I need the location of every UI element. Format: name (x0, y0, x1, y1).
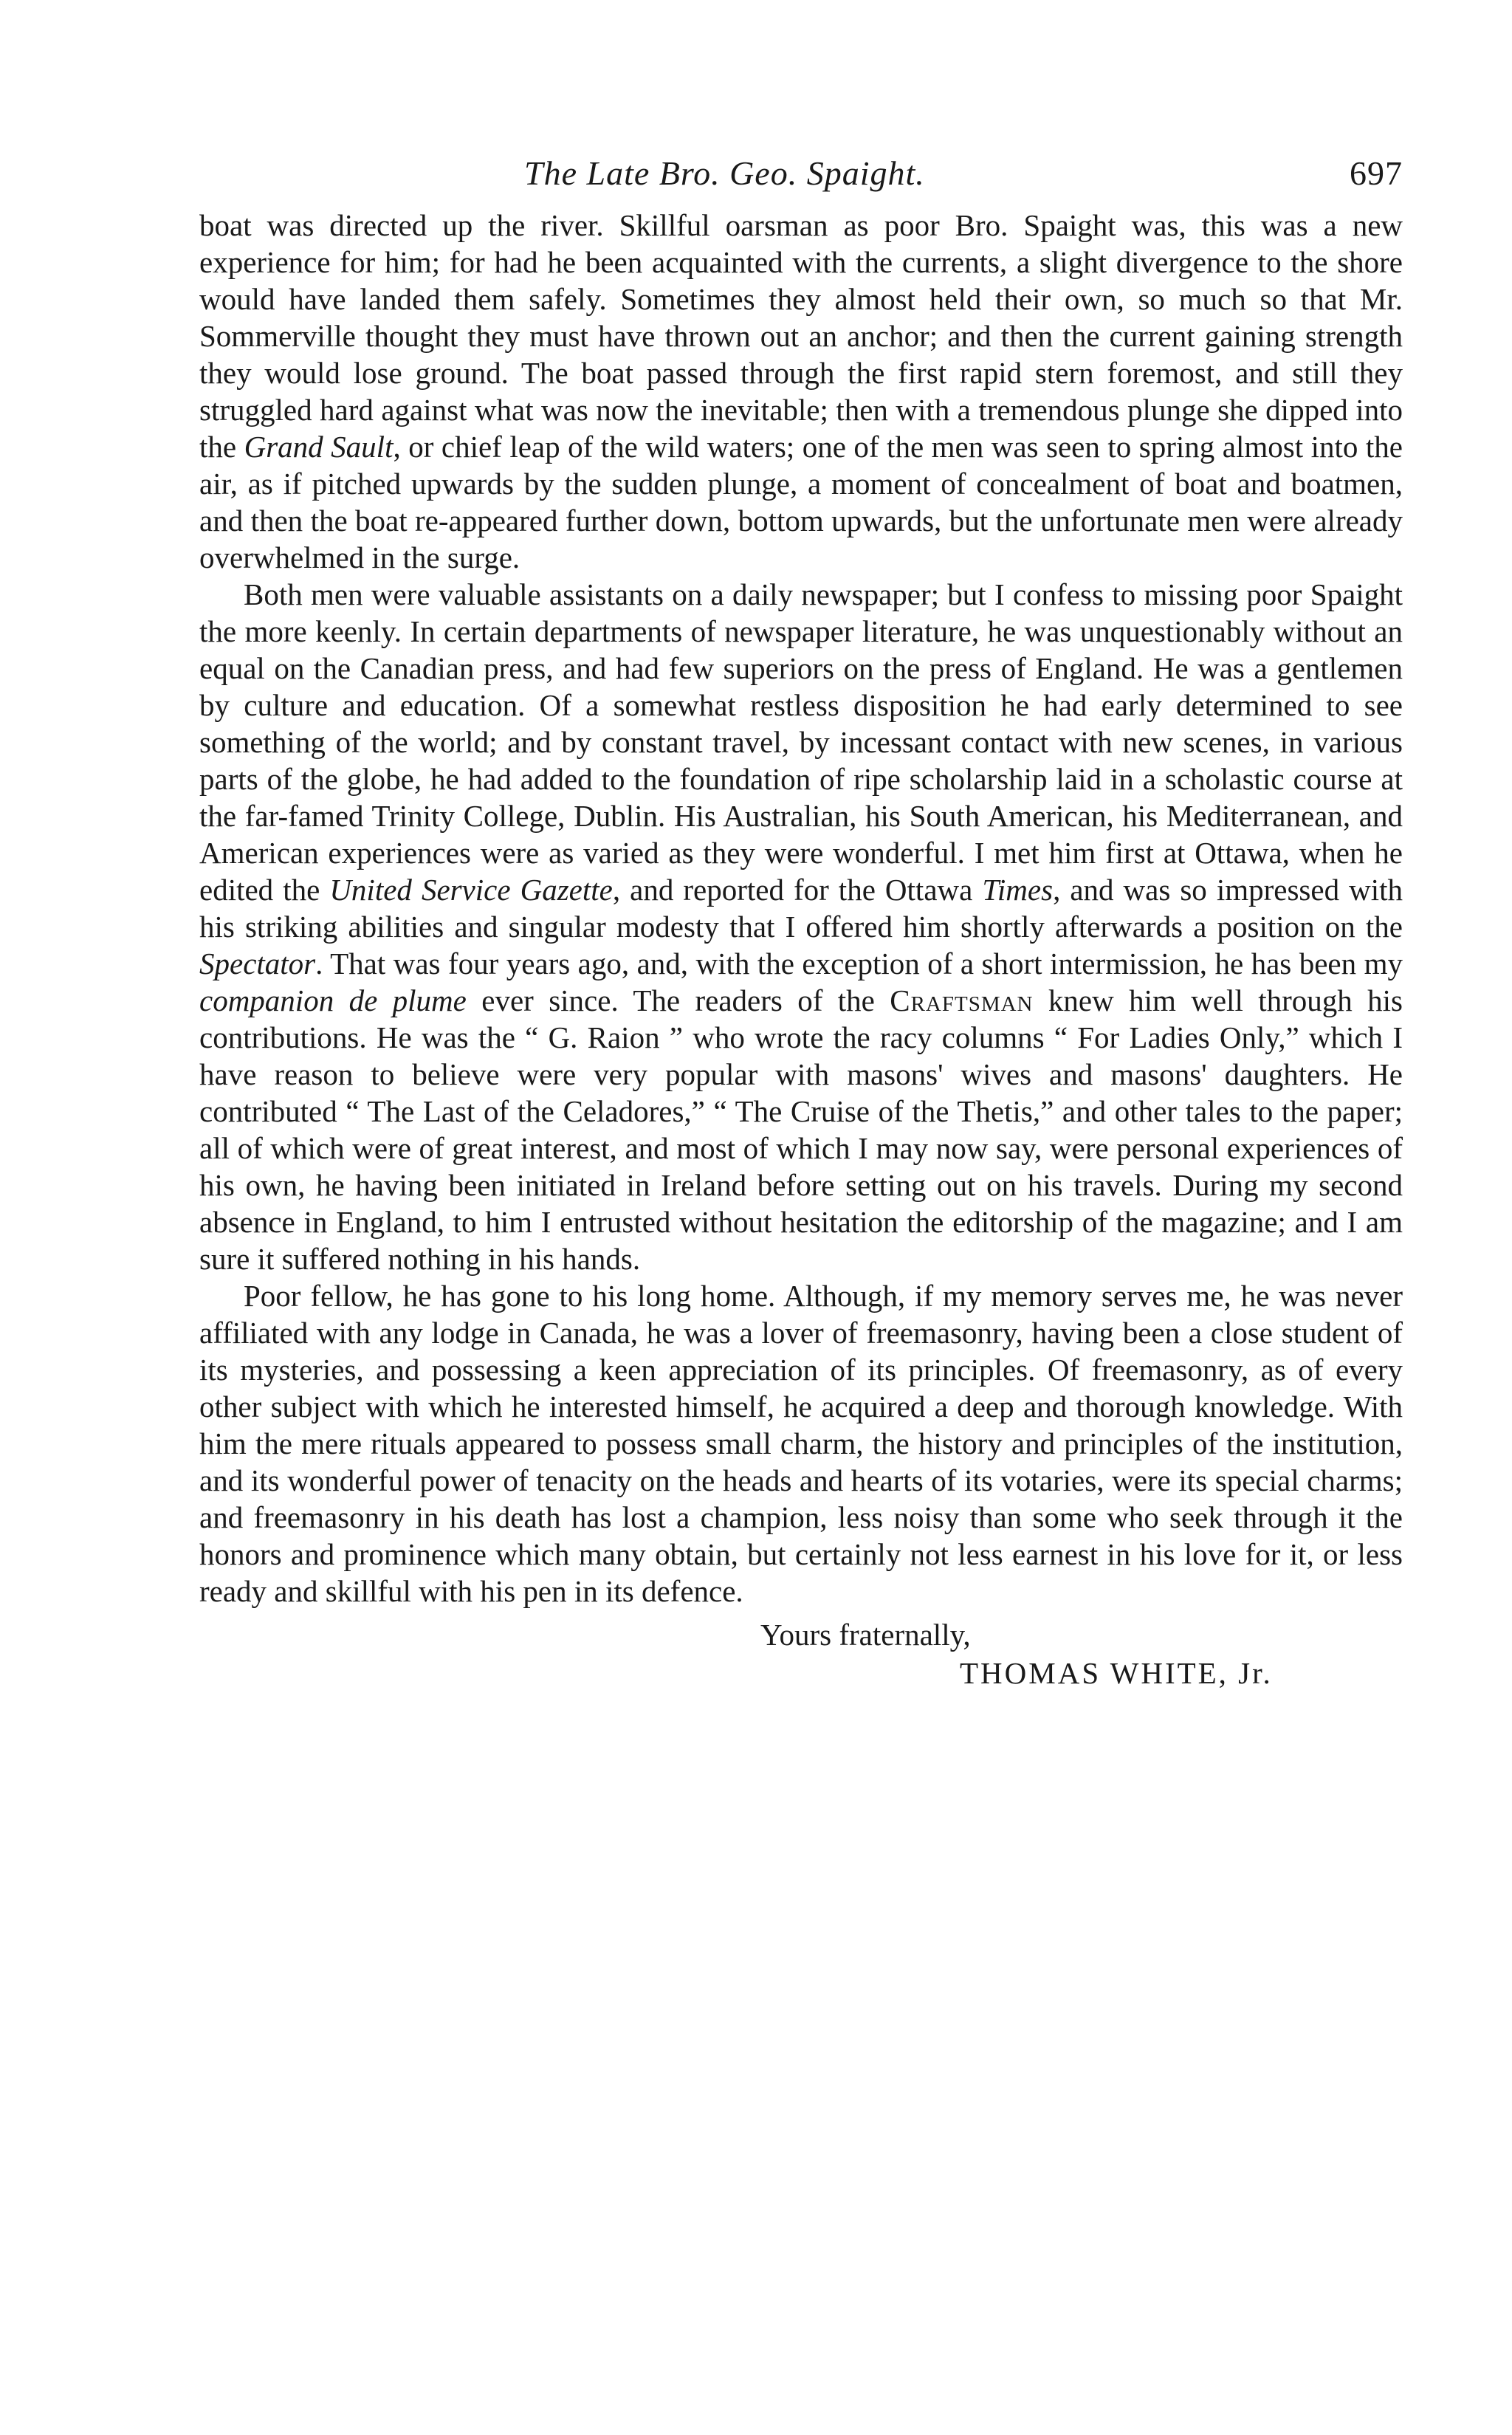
text-run: , or chief leap of the wild waters; one of the men was seen to spring almost into the air, as if pitched upwards by the sudden plunge, a moment of concealment of boat and boatmen, and then the boat re-appeared further down, bottom upwards, but the unfortunate men were already overwhelmed in the surge. (199, 430, 1403, 574)
text-run: boat was directed up the river. Skillful oarsman as poor Bro. Spaight was, this was a new experience for him; for had he been acquainted with the currents, a slight divergence to the shore would have landed them safely. Sometimes they almost held their own, so much so that Mr. Sommerville thought they must have thrown out an anchor; and then the current gaining strength they would lose ground. The boat passed through the first rapid stern foremost, and still they struggled hard against what was now the inevitable; then with a tremendous plunge she dipped into the (199, 208, 1403, 464)
italic-text-run: Spectator (199, 947, 316, 980)
text-run: knew him well through his contributions. He was the “ G. Raion ” who wrote the racy columns “ For Ladies Only,” which I have reason to believe were very popular with masons' wives and masons' daughters. He contributed “ The Last of the Celadores,” “ The Cruise of the Thetis,” and other tales to the paper; all of which were of great interest, and most of which I may now say, were personal experiences of his own, he having been initiated in Ireland before setting out on his travels. During my second absence in England, to him I entrusted without hesitation the editorship of the magazine; and I am sure it suffered nothing in his hands. (199, 983, 1403, 1276)
signature: THOMAS WHITE, Jr. (960, 1656, 1273, 1690)
paragraph-3 (199, 1277, 1403, 1610)
small-caps-text-run: Craftsman (890, 983, 1034, 1017)
document-page (199, 148, 1403, 1692)
page-number: 697 (1350, 154, 1403, 192)
italic-text-run: companion de plume (199, 983, 467, 1017)
text-run: Poor fellow, he has gone to his long home. Although, if my memory serves me, he was never affiliated with any lodge in Canada, he was a lover of freemasonry, having been a close student of its mysteries, and possessing a keen appreciation of its principles. Of freemasonry, as of every other subject with which he interested himself, he acquired a deep and thorough knowledge. With him the mere rituals appeared to possess small charm, the history and principles of the institution, and its wonderful power of tenacity on the heads and hearts of its votaries, were its special charms; and freemasonry in his death has lost a champion, less noisy than some who seek through it the honors and prominence which many obtain, but certainly not less earnest in his love for it, or less ready and skillful with his pen in its defence. (199, 1279, 1403, 1608)
text-run: , and reported for the Ottawa (612, 873, 983, 907)
italic-text-run: United Service Gazette (329, 873, 613, 907)
paragraph-1 (199, 207, 1403, 576)
running-title: The Late Bro. Geo. Spaight. (524, 154, 925, 192)
italic-text-run: Times (982, 873, 1054, 907)
running-head (199, 148, 1403, 199)
text-run: . That was four years ago, and, with the exception of a short intermission, he has been my (315, 947, 1403, 980)
valediction: Yours fraternally, (760, 1618, 971, 1652)
paragraph-2 (199, 576, 1403, 1277)
text-run: , and was so impressed with his striking abilities and singular modesty that I offered him shortly afterwards a position on the (199, 873, 1403, 944)
italic-text-run: Grand Sault (244, 430, 394, 464)
text-run: ever since. The readers of the (466, 983, 890, 1017)
article-body (199, 207, 1403, 1610)
text-run: Both men were valuable assistants on a daily newspaper; but I confess to missing poor Spaight the more keenly. In certain departments of newspaper literature, he was unquestionably without an equal on the Canadian press, and had few superiors on the press of England. He was a gentlemen by culture and education. Of a somewhat restless disposition he had early determined to see something of the world; and by constant travel, by incessant contact with new scenes, in various parts of the globe, he had added to the foundation of ripe scholarship laid in a scholastic course at the far-famed Trinity College, Dublin. His Australian, his South American, his Mediterranean, and American experiences were as varied as they were wonderful. I met him first at Ottawa, when he edited the (199, 577, 1403, 907)
letter-closing (199, 1615, 1403, 1692)
